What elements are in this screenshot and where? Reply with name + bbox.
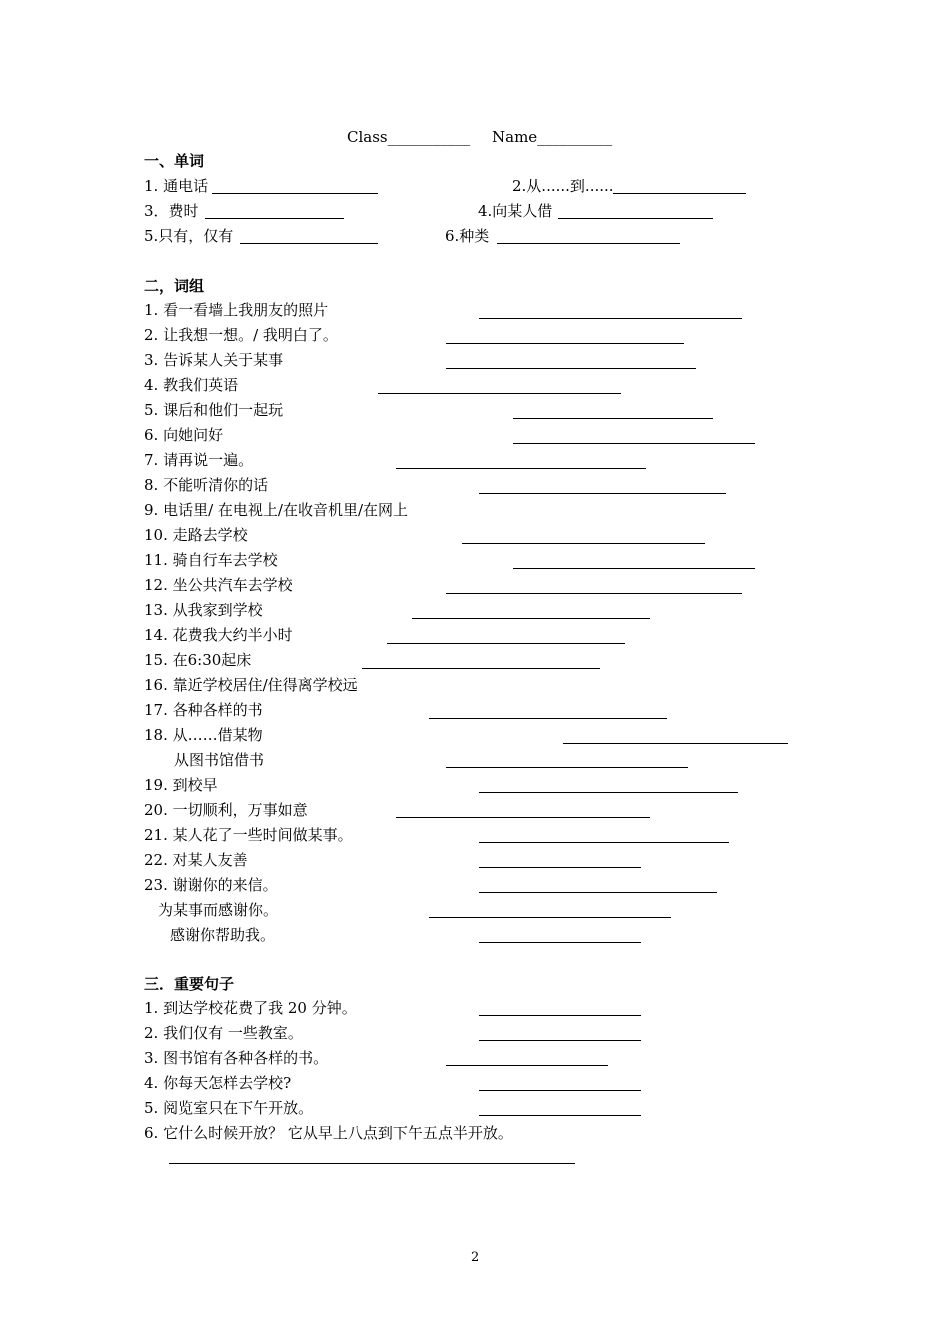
phrase-item-4: 4. 教我们英语: [144, 376, 239, 394]
phrase-item-21: 21. 某人花了一些时间做某事。: [144, 826, 353, 844]
answer-blank[interactable]: [479, 1115, 641, 1116]
sentence-item-5: 5. 阅览室只在下午开放。: [144, 1099, 314, 1117]
section-heading-phrases: 二，词组: [144, 277, 205, 295]
answer-blank[interactable]: [479, 792, 738, 793]
answer-blank[interactable]: [387, 643, 625, 644]
answer-blank[interactable]: [462, 543, 705, 544]
phrase-item-7: 7. 请再说一遍。: [144, 451, 254, 469]
answer-blank[interactable]: [212, 193, 378, 194]
answer-blank[interactable]: [479, 942, 641, 943]
phrase-item-23: 23. 谢谢你的来信。: [144, 876, 278, 894]
page-number: 2: [471, 1250, 480, 1265]
answer-blank[interactable]: [479, 842, 729, 843]
answer-blank[interactable]: [396, 817, 650, 818]
answer-blank[interactable]: [479, 892, 717, 893]
answer-blank[interactable]: [479, 1040, 641, 1041]
phrase-item-9: 9. 电话里/ 在电视上/在收音机里/在网上: [144, 501, 409, 519]
name-label: Name__________: [492, 128, 613, 146]
answer-blank[interactable]: [378, 393, 621, 394]
answer-blank[interactable]: [513, 568, 755, 569]
answer-blank[interactable]: [479, 493, 726, 494]
answer-blank[interactable]: [362, 668, 600, 669]
sentence-item-6: 6. 它什么时候开放？ 它从早上八点到下午五点半开放。: [144, 1124, 513, 1142]
section-heading-vocabulary: 一、单词: [144, 152, 205, 170]
phrase-item-12: 12. 坐公共汽车去学校: [144, 576, 293, 594]
phrase-item-19: 19. 到校早: [144, 776, 218, 794]
section-heading-sentences: 三．重要句子: [144, 975, 235, 993]
class-label: Class___________: [347, 128, 471, 146]
answer-blank[interactable]: [429, 718, 667, 719]
vocab-item-5: 5.只有，仅有: [144, 227, 234, 245]
answer-blank[interactable]: [479, 318, 742, 319]
answer-blank[interactable]: [513, 418, 713, 419]
phrase-item-2: 2. 让我想一想。/ 我明白了。: [144, 326, 338, 344]
answer-blank[interactable]: [446, 1065, 608, 1066]
sentence-item-2: 2. 我们仅有 一些教室。: [144, 1024, 303, 1042]
phrase-item-3: 3. 告诉某人关于某事: [144, 351, 284, 369]
sentence-item-4: 4. 你每天怎样去学校?: [144, 1074, 292, 1092]
phrase-item-15: 15. 在6:30起床: [144, 651, 252, 669]
answer-blank[interactable]: [558, 218, 713, 219]
phrase-item-14: 14. 花费我大约半小时: [144, 626, 293, 644]
answer-blank[interactable]: [513, 443, 755, 444]
answer-blank[interactable]: [429, 917, 671, 918]
phrase-item-10: 10. 走路去学校: [144, 526, 248, 544]
vocab-item-1: 1. 通电话: [144, 177, 209, 195]
phrase-item-11: 11. 骑自行车去学校: [144, 551, 278, 569]
phrase-item-23b: 为某事而感谢你。: [158, 901, 279, 919]
phrase-item-23c: 感谢你帮助我。: [170, 926, 276, 944]
phrase-item-13: 13. 从我家到学校: [144, 601, 263, 619]
answer-blank[interactable]: [412, 618, 650, 619]
answer-blank[interactable]: [396, 468, 646, 469]
phrase-item-20: 20. 一切顺利，万事如意: [144, 801, 308, 819]
answer-blank[interactable]: [613, 193, 746, 194]
sentence-item-1: 1. 到达学校花费了我 20 分钟。: [144, 999, 357, 1017]
phrase-item-18b: 从图书馆借书: [174, 751, 265, 769]
phrase-item-22: 22. 对某人友善: [144, 851, 248, 869]
answer-blank[interactable]: [479, 1090, 641, 1091]
vocab-item-6: 6.种类: [445, 227, 490, 245]
vocab-item-2: 2.从......到......: [512, 177, 614, 195]
answer-blank[interactable]: [446, 368, 696, 369]
phrase-item-6: 6. 向她问好: [144, 426, 224, 444]
answer-blank[interactable]: [240, 243, 378, 244]
answer-blank[interactable]: [563, 743, 788, 744]
vocab-item-4: 4.向某人借: [478, 202, 553, 220]
vocab-item-3: 3．费时: [144, 202, 199, 220]
phrase-item-16: 16. 靠近学校居住/住得离学校远: [144, 676, 358, 694]
phrase-item-8: 8. 不能听清你的话: [144, 476, 269, 494]
answer-blank[interactable]: [479, 1015, 641, 1016]
answer-blank[interactable]: [479, 867, 641, 868]
phrase-item-17: 17. 各种各样的书: [144, 701, 263, 719]
phrase-item-5: 5. 课后和他们一起玩: [144, 401, 284, 419]
answer-blank[interactable]: [497, 243, 680, 244]
answer-blank[interactable]: [446, 593, 742, 594]
answer-blank[interactable]: [169, 1163, 575, 1164]
answer-blank[interactable]: [446, 343, 684, 344]
answer-blank[interactable]: [446, 767, 688, 768]
answer-blank[interactable]: [205, 218, 344, 219]
phrase-item-18: 18. 从……借某物: [144, 726, 263, 744]
sentence-item-3: 3. 图书馆有各种各样的书。: [144, 1049, 329, 1067]
phrase-item-1: 1. 看一看墙上我朋友的照片: [144, 301, 329, 319]
